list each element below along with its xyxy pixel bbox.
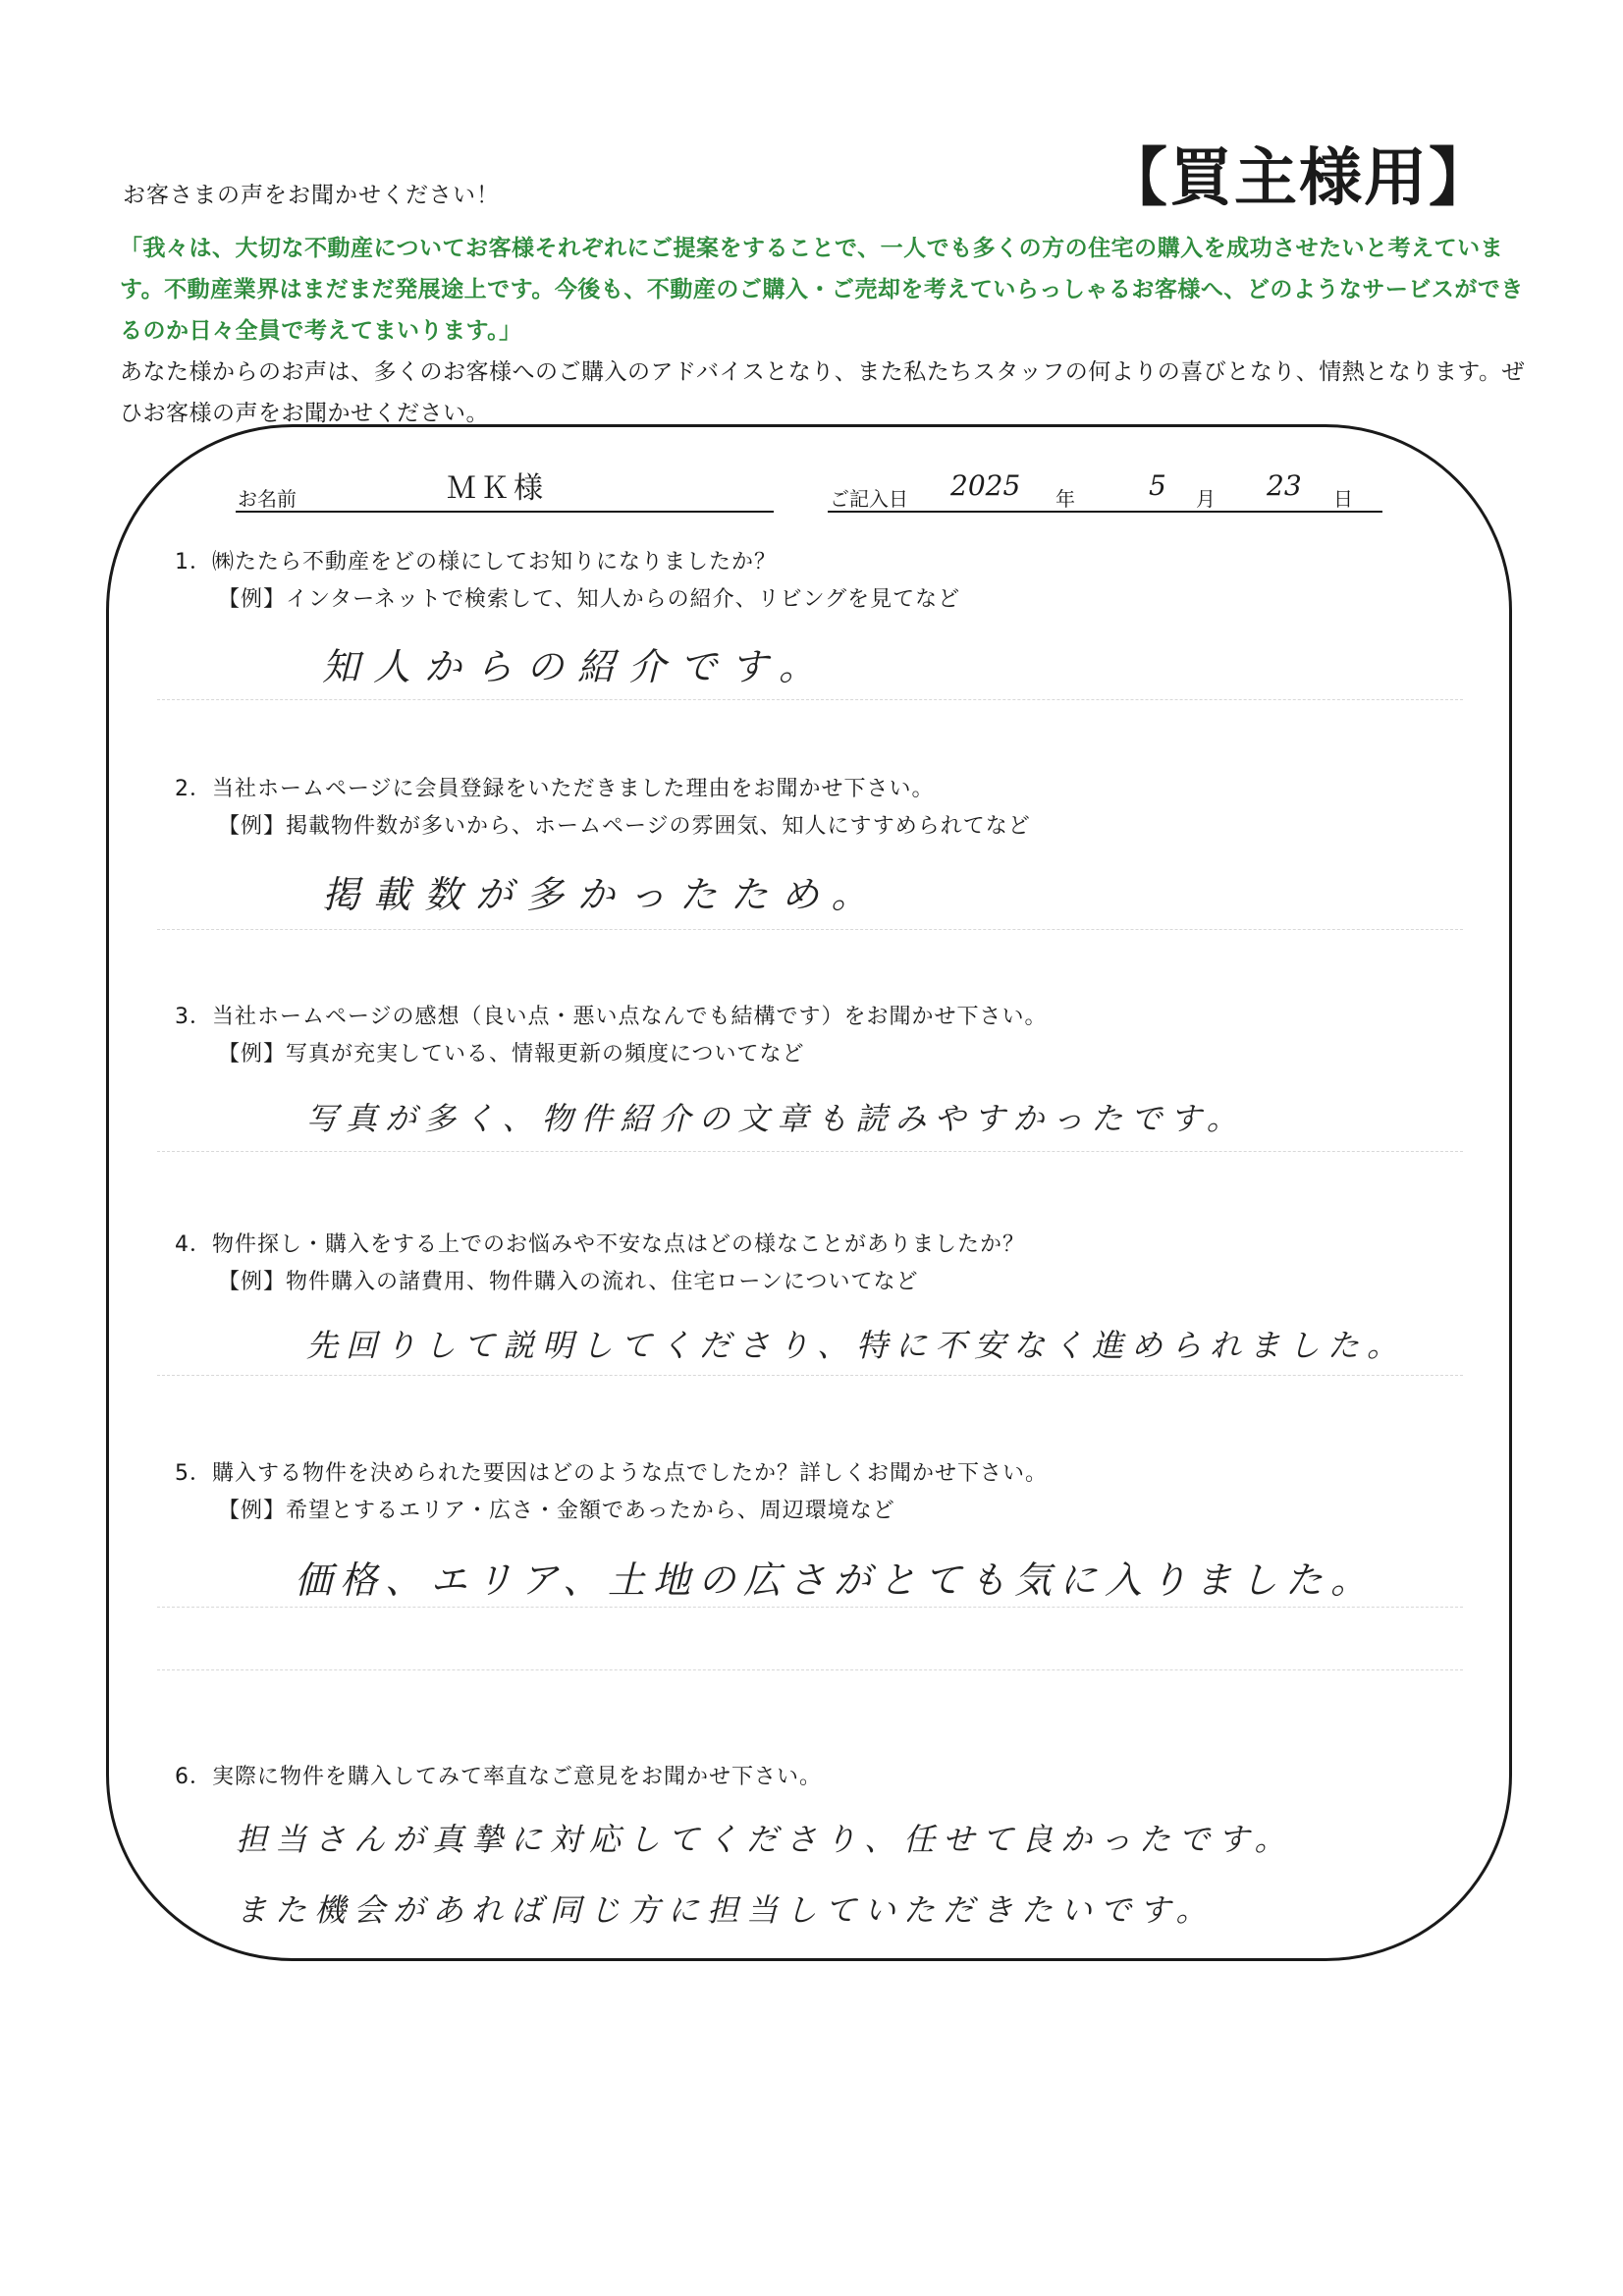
answer-4: 先回りして説明してくださり、特に不安なく進められました。 [306, 1327, 1407, 1364]
buyer-badge: 【買主様用】 [1105, 142, 1493, 215]
example-3: 【例】写真が充実している、情報更新の頻度についてなど [218, 1042, 805, 1066]
question-3: 3．当社ホームページの感想（良い点・悪い点なんでも結構です）をお聞かせ下さい。 [175, 1005, 1048, 1029]
answer-2: 掲載数が多かったため。 [322, 873, 883, 916]
example-2: 【例】掲載物件数が多いから、ホームページの雰囲気、知人にすすめられてなど [218, 814, 1031, 839]
answer-line [157, 699, 1463, 700]
answer-line [157, 929, 1463, 930]
month-value: 5 [1149, 469, 1166, 502]
year-value: 2025 [950, 469, 1021, 502]
year-label: 年 [1055, 487, 1075, 511]
month-label: 月 [1196, 487, 1216, 511]
question-5: 5．購入する物件を決められた要因はどのような点でしたか？詳しくお聞かせ下さい。 [175, 1461, 1048, 1486]
question-4: 4．物件探し・購入をする上でのお悩みや不安な点はどの様なことがありましたか？ [175, 1232, 1025, 1257]
answer-6-line-1: 担当さんが真摯に対応してくださり、任せて良かったです。 [236, 1821, 1294, 1858]
answer-line [157, 1151, 1463, 1152]
name-underline [236, 511, 774, 513]
page-title: お客さまの声をお聞かせください！ [123, 183, 500, 208]
day-label: 日 [1333, 487, 1353, 511]
name-value: ＭＫ様 [447, 471, 547, 506]
answer-line [157, 1669, 1463, 1670]
answer-line [157, 1607, 1463, 1608]
intro-message: 「我々は、大切な不動産についてお客様それぞれにご提案をすることで、一人でも多くの方の住宅の購入を成功させたいと考えています。不動産業界はまだまだ発展途上です。今後も、不動産のご購入・ご売却を考えていらっしゃるお客様へ、どのようなサービスができるのか日々全員で考えてまいります。」 [120, 236, 1524, 344]
day-value: 23 [1267, 469, 1302, 502]
date-underline [828, 511, 1382, 513]
date-label: ご記入日 [830, 487, 908, 511]
intro-request: あなた様からのお声は、多くのお客様へのご購入のアドバイスとなり、また私たちスタッフの何よりの喜びとなり、情熱となります。ぜひお客様の声をお聞かせください。 [120, 359, 1525, 426]
answer-6-line-2: また機会があれば同じ方に担当していただきたいです。 [236, 1891, 1216, 1929]
question-6: 6．実際に物件を購入してみて率直なご意見をお聞かせ下さい。 [175, 1765, 822, 1789]
example-4: 【例】物件購入の諸費用、物件購入の流れ、住宅ローンについてなど [218, 1270, 919, 1294]
question-1: 1．㈱たたら不動産をどの様にしてお知りになりましたか？ [175, 550, 777, 574]
answer-1: 知人からの紹介です。 [322, 645, 830, 688]
answer-3: 写真が多く、物件紹介の文章も読みやすかったです。 [306, 1100, 1246, 1137]
example-5: 【例】希望とするエリア・広さ・金額であったから、周辺環境など [218, 1499, 895, 1523]
name-label: お名前 [238, 487, 297, 511]
question-2: 2．当社ホームページに会員登録をいただきました理由をお聞かせ下さい。 [175, 777, 935, 801]
answer-line [157, 1375, 1463, 1376]
example-1: 【例】インターネットで検索して、知人からの紹介、リビングを見てなど [218, 587, 961, 612]
answer-5: 価格、エリア、土地の広さがとても気に入りました。 [295, 1558, 1376, 1602]
